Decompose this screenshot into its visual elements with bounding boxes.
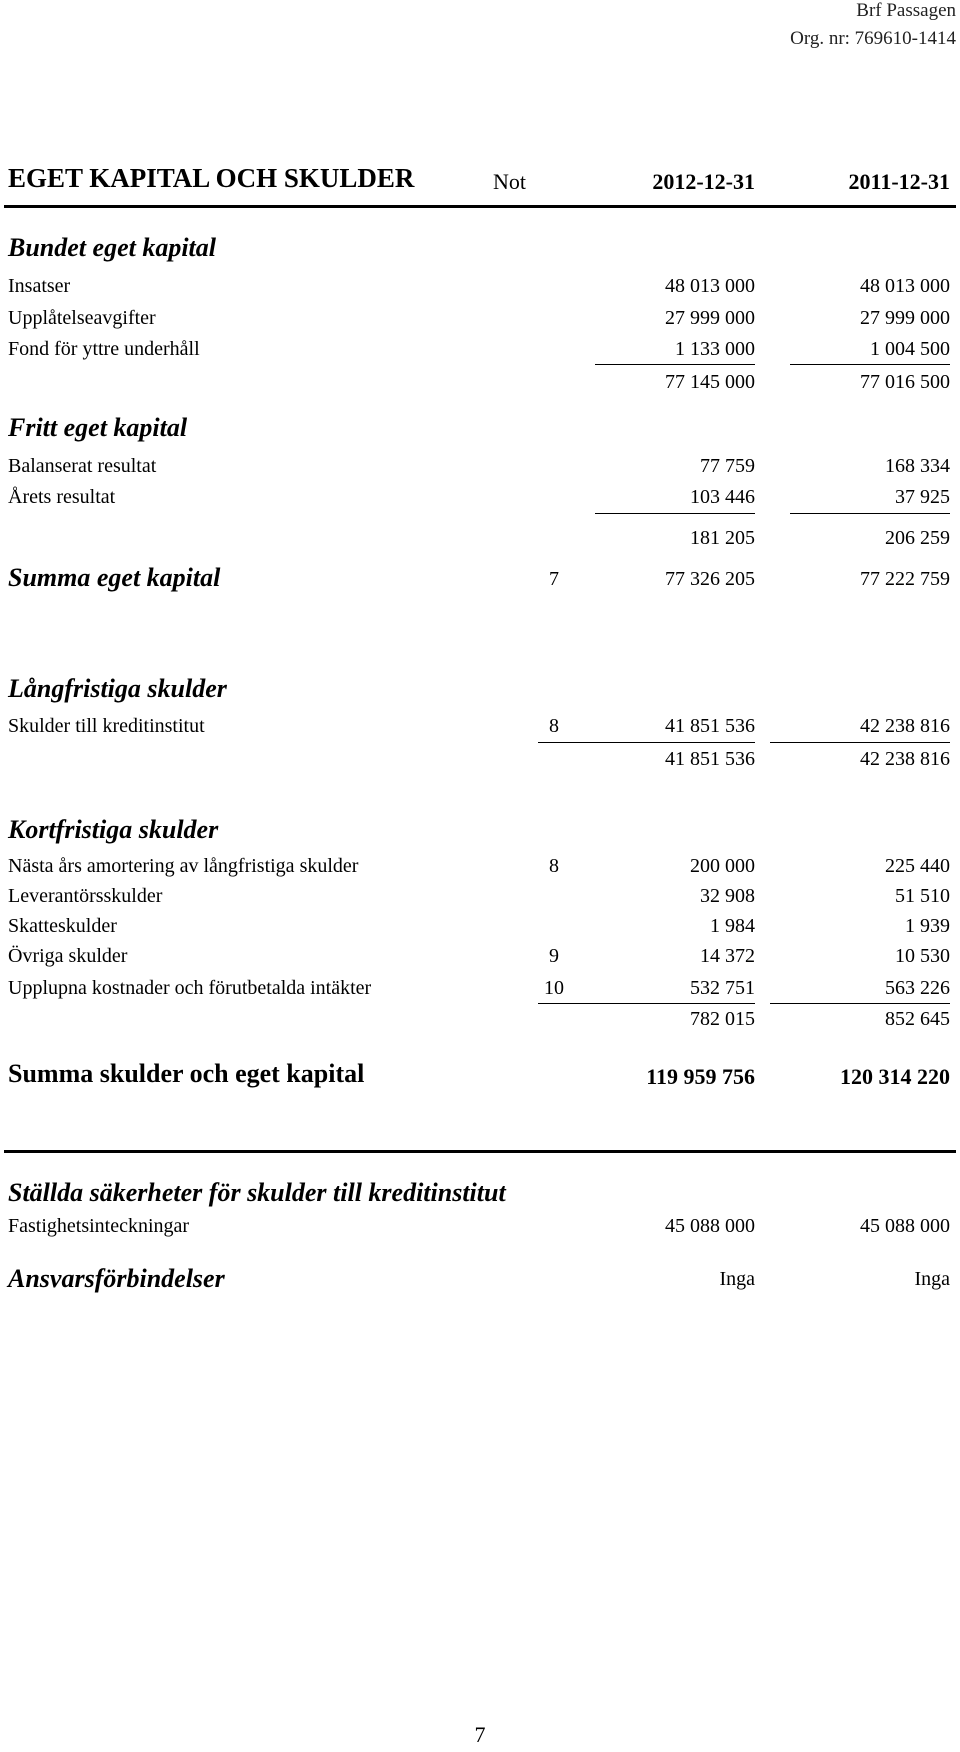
row-label: Upplupna kostnader och förutbetalda intäkter [8, 977, 372, 999]
column-header-2012: 2012-12-31 [652, 169, 755, 194]
summa-eget-2012: 77 326 205 [665, 568, 755, 590]
row-value-2012: 103 446 [690, 486, 755, 508]
section-heading-langfristiga: Långfristiga skulder [8, 674, 227, 703]
summa-eget-2011: 77 222 759 [860, 568, 950, 590]
subtotal-2011: 206 259 [885, 527, 950, 549]
row-value-2012: 77 759 [700, 455, 755, 477]
subtotal-rule [790, 513, 950, 514]
subtotal-rule [770, 1003, 950, 1004]
subtotal-2011: 42 238 816 [860, 748, 950, 770]
note-ref: 8 [549, 855, 559, 877]
org-number: Org. nr: 769610-1414 [790, 28, 956, 49]
header-divider [4, 205, 956, 208]
row-value-2011: 168 334 [885, 455, 950, 477]
row-label: Skatteskulder [8, 915, 117, 937]
row-value-2011: 10 530 [895, 945, 950, 967]
row-value-2011: 42 238 816 [860, 715, 950, 737]
row-value-2012: 1 133 000 [675, 338, 755, 360]
subtotal-2011: 852 645 [885, 1008, 950, 1030]
row-value-2012: 532 751 [690, 977, 755, 999]
note-column-header: Not [493, 169, 526, 194]
subtotal-rule [538, 1003, 755, 1004]
row-value-2012: 14 372 [700, 945, 755, 967]
row-value-2012: 32 908 [700, 885, 755, 907]
ansvar-value-2011: Inga [914, 1268, 950, 1290]
section-heading-bundet: Bundet eget kapital [8, 233, 216, 262]
note-ref: 9 [549, 945, 559, 967]
row-label: Övriga skulder [8, 945, 128, 967]
summa-total-2011: 120 314 220 [840, 1064, 950, 1089]
row-label: Upplåtelseavgifter [8, 307, 156, 329]
subtotal-rule [538, 742, 755, 743]
org-name: Brf Passagen [856, 0, 956, 21]
row-value-2011: 48 013 000 [860, 275, 950, 297]
subtotal-2012: 782 015 [690, 1008, 755, 1030]
statement-title: EGET KAPITAL OCH SKULDER [8, 163, 415, 193]
row-label: Skulder till kreditinstitut [8, 715, 205, 737]
row-label: Nästa års amortering av långfristiga skulder [8, 855, 359, 877]
row-value-2011: 563 226 [885, 977, 950, 999]
summa-total-label: Summa skulder och eget kapital [8, 1059, 365, 1088]
subtotal-2012: 77 145 000 [665, 371, 755, 393]
note-ref: 10 [544, 977, 564, 999]
row-value-2011: 51 510 [895, 885, 950, 907]
note-ref: 8 [549, 715, 559, 737]
row-value-2011: 1 004 500 [870, 338, 950, 360]
row-value-2011: 27 999 000 [860, 307, 950, 329]
row-value-2012: 200 000 [690, 855, 755, 877]
row-label: Balanserat resultat [8, 455, 157, 477]
note-ref: 7 [549, 568, 559, 590]
subtotal-rule [770, 742, 950, 743]
subtotal-2011: 77 016 500 [860, 371, 950, 393]
ansvar-value-2012: Inga [719, 1268, 755, 1290]
row-value-2011: 1 939 [905, 915, 950, 937]
subtotal-2012: 41 851 536 [665, 748, 755, 770]
row-value-2011: 45 088 000 [860, 1215, 950, 1237]
column-header-2011: 2011-12-31 [848, 169, 950, 194]
row-label: Fastighetsinteckningar [8, 1215, 190, 1237]
row-value-2012: 48 013 000 [665, 275, 755, 297]
subtotal-rule [595, 364, 755, 365]
row-label: Fond för yttre underhåll [8, 338, 200, 360]
row-value-2012: 41 851 536 [665, 715, 755, 737]
row-value-2011: 37 925 [895, 486, 950, 508]
row-value-2012: 27 999 000 [665, 307, 755, 329]
row-value-2012: 45 088 000 [665, 1215, 755, 1237]
row-label: Årets resultat [8, 486, 116, 508]
row-label: Insatser [8, 275, 71, 297]
page-number: 7 [474, 1722, 486, 1747]
subtotal-rule [595, 513, 755, 514]
row-label: Leverantörsskulder [8, 885, 163, 907]
summa-total-2012: 119 959 756 [646, 1064, 755, 1089]
section-heading-ansvar: Ansvarsförbindelser [8, 1264, 225, 1293]
section-heading-stallda: Ställda säkerheter för skulder till kreditinstitut [8, 1178, 506, 1207]
row-value-2011: 225 440 [885, 855, 950, 877]
section-heading-fritt: Fritt eget kapital [8, 413, 188, 442]
section-divider [4, 1150, 956, 1153]
row-value-2012: 1 984 [710, 915, 755, 937]
subtotal-rule [790, 364, 950, 365]
subtotal-2012: 181 205 [690, 527, 755, 549]
section-heading-kortfristiga: Kortfristiga skulder [8, 815, 219, 844]
summa-eget-kapital-label: Summa eget kapital [8, 563, 221, 592]
